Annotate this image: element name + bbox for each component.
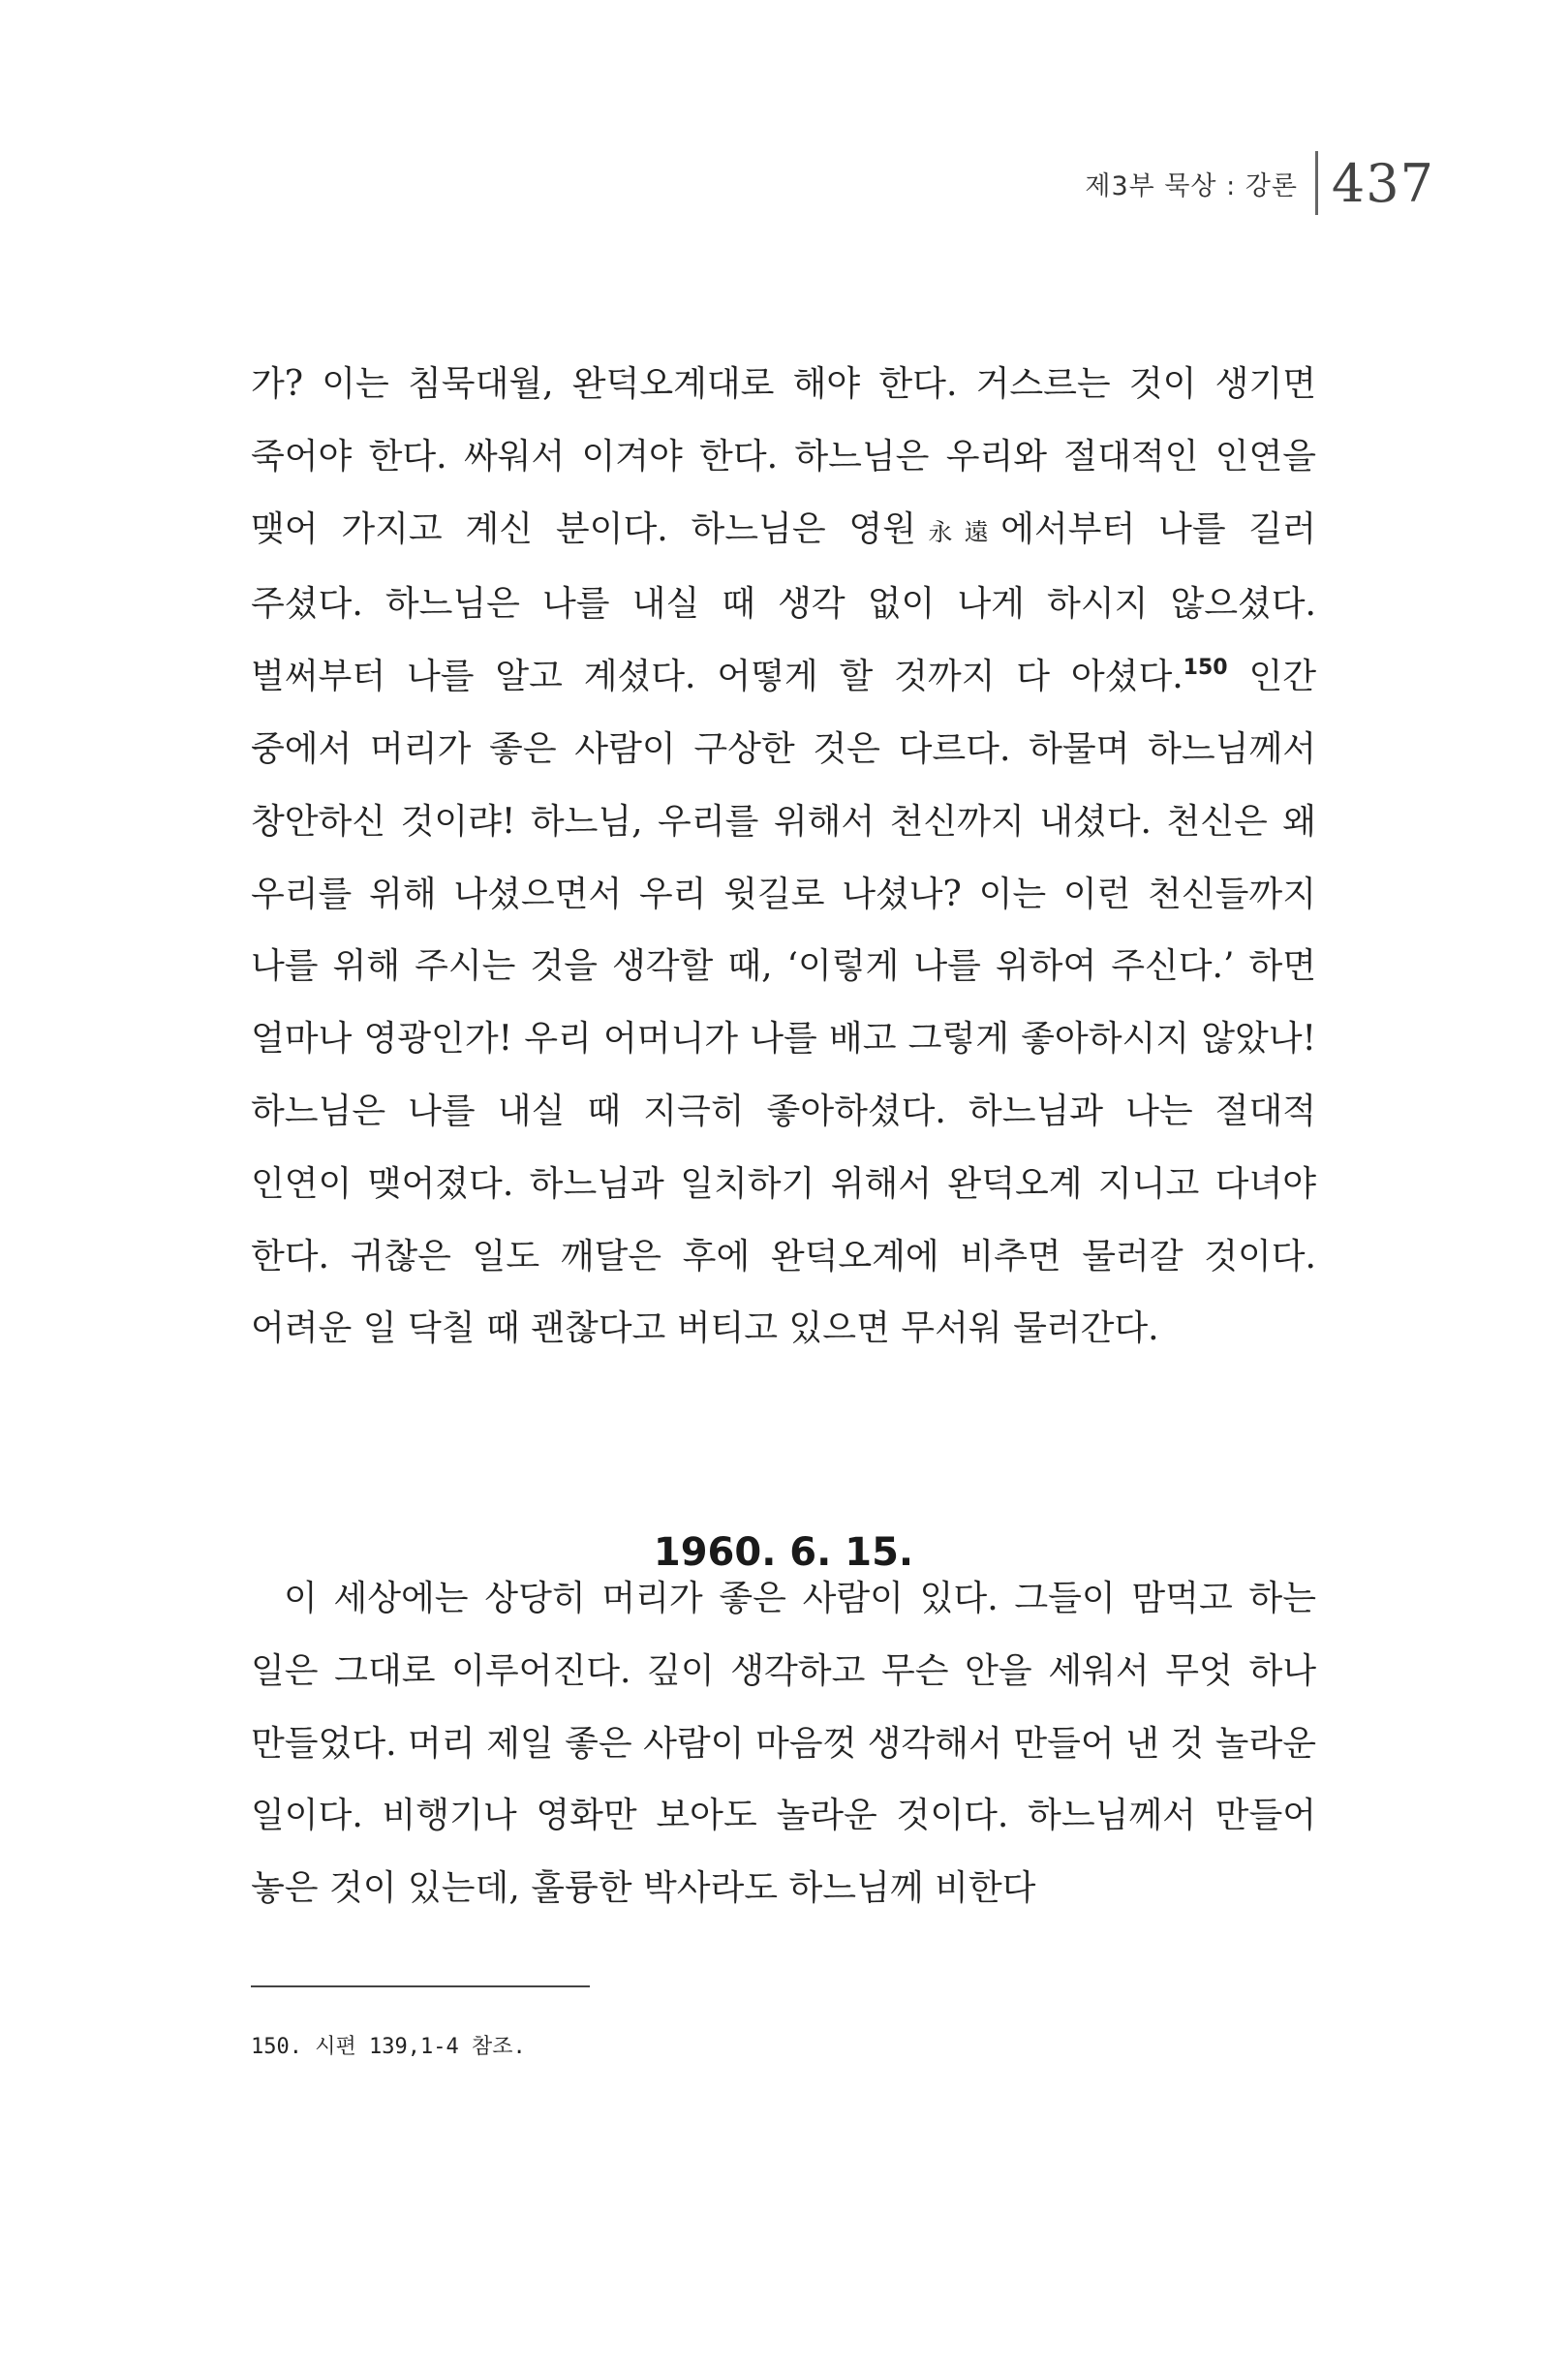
paragraph-text: [251, 349, 1316, 1366]
hanja-annotation: 永遠: [915, 517, 1001, 546]
footnote-reference[interactable]: 150: [1183, 656, 1228, 681]
paragraph-text-a: 가? 이는 침묵대월, 완덕오계대로 해야 한다. 거스르는 것이 생기면 죽어야 한다. 싸워서 이겨야 한다. 하느님은 우리와 절대적인 인연을 맺어 가지고 계신 분이다. 하느님은 영원: [251, 364, 1316, 549]
body-paragraph-1: [251, 349, 1316, 1366]
paragraph-text-b: 에서부터 나를 길러 주셨다. 하느님은 나를 내실 때 생각 없이 나게 하시지 않으셨다. 벌써부터 나를 알고 계셨다. 어떻게 할 것까지 다 아셨다.: [251, 508, 1316, 697]
footnote-divider: [251, 1985, 590, 1987]
header-divider: [1315, 151, 1318, 215]
page-number: 437: [1331, 152, 1434, 214]
date-heading: 1960. 6. 15.: [653, 1530, 914, 1576]
running-head: [1085, 145, 1434, 221]
paragraph-text-c: 인간 중에서 머리가 좋은 사람이 구상한 것은 다르다. 하물며 하느님께서 창안하신 것이랴! 하느님, 우리를 위해서 천신까지 내셨다. 천신은 왜 우리를 위해 나셨으면서 우리 윗길로 나셨나? 이는 이런 천신들까지 나를 위해 주시는 것을 생각할 때, ‘이렇게 나를 위하여 주신다.’ 하면 얼마나 영광인가! 우리 어머니가 나를 배고 그렇게 좋아하시지 않았나! 하느님은 나를 내실 때 지극히 좋아하셨다. 하느님과 나는 절대적 인연이 맺어졌다. 하느님과 일치하기 위해서 완덕오계 지니고 다녀야 한다. 귀찮은 일도 깨달은 후에 완덕오계에 비추면 물러갈 것이다. 어려운 일 닥칠 때 괜찮다고 버티고 있으면 무서워 물러간다.: [251, 657, 1316, 1349]
footnote: 150. 시편 139,1-4 참조.: [251, 2035, 526, 2059]
section-title: 제3부 묵상 : 강론: [1085, 170, 1298, 201]
body-paragraph-2: [251, 1563, 1316, 1925]
paragraph-text: 이 세상에는 상당히 머리가 좋은 사람이 있다. 그들이 맘먹고 하는 일은 그대로 이루어진다. 깊이 생각하고 무슨 안을 세워서 무엇 하나 만들었다. 머리 제일 좋은 사람이 마음껏 생각해서 만들어 낸 것 놀라운 일이다. 비행기나 영화만 보아도 놀라운 것이다. 하느님께서 만들어 놓은 것이 있는데, 훌륭한 박사라도 하느님께 비한다: [251, 1579, 1316, 1909]
